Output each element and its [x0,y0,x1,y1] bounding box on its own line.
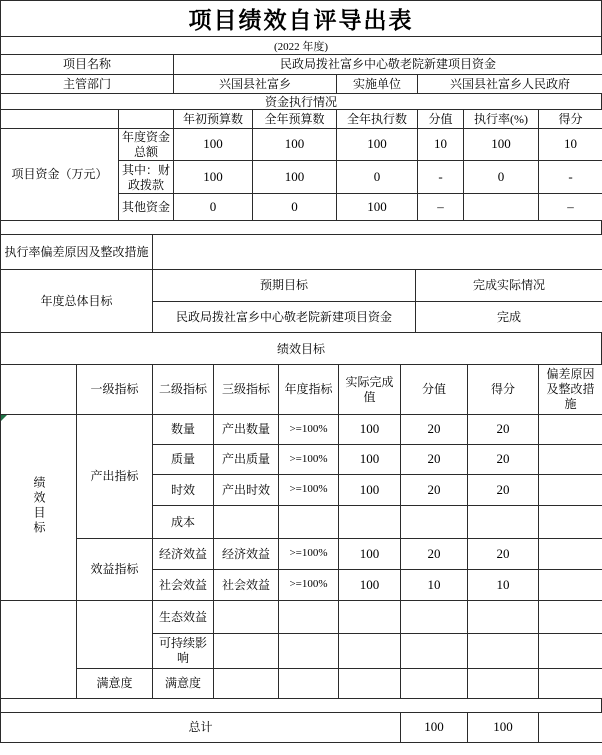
indicator-l3 [214,634,279,669]
indicator-l3 [214,506,279,539]
fund-cell: 100 [253,161,337,194]
indicator-target: >=100% [279,445,339,475]
indicator-l2: 满意度 [153,669,214,699]
annual-goal-label: 年度总体目标 [1,270,153,333]
fund-header-executed: 全年执行数 [337,110,418,129]
indicator-actual: 100 [339,570,401,601]
fund-cell: 0 [337,161,418,194]
indicator-score: 20 [468,475,539,506]
project-name-label: 项目名称 [1,55,174,75]
fund-cell: – [418,194,464,221]
indicator-weight: 20 [401,475,468,506]
indicator-score: 20 [468,415,539,445]
indicator-l3: 社会效益 [214,570,279,601]
fund-section-banner: 资金执行情况 [0,93,602,110]
deviation-table [0,234,602,270]
fund-cell: 0 [464,161,539,194]
performance-banner: 绩效目标 [0,332,602,365]
dept-value: 兴国县社富乡 [174,75,337,94]
header-annual-target: 年度指标 [279,365,339,415]
expected-goal-value: 民政局拨社富乡中心敬老院新建项目资金 [153,302,416,333]
fund-cell: 100 [253,129,337,161]
indicator-score: 10 [468,570,539,601]
fund-cell: 0 [174,194,253,221]
indicator-l2: 成本 [153,506,214,539]
performance-corner-cell [1,365,77,415]
indicator-l2: 经济效益 [153,539,214,570]
fund-row-total [1,129,602,161]
fund-cell [464,194,539,221]
performance-side-label: 绩效目标 [32,475,46,536]
indicator-actual: 100 [339,415,401,445]
header-deviation: 偏差原因及整改措施 [539,365,602,415]
indicator-target: >=100% [279,415,339,445]
header-level3: 三级指标 [214,365,279,415]
fund-row-label: 其他资金 [119,194,174,221]
indicator-l2: 生态效益 [153,601,214,634]
group-output-label: 产出指标 [77,415,153,539]
fund-cell: 100 [337,129,418,161]
performance-header-row [1,365,602,415]
actual-status-value: 完成 [416,302,602,333]
fund-table [0,109,602,221]
indicator-deviation [539,570,602,601]
indicator-actual: 100 [339,475,401,506]
fund-corner-cell-1 [1,110,119,129]
fund-corner-cell-2 [119,110,174,129]
indicator-score [468,634,539,669]
indicator-actual [339,669,401,699]
performance-side-label-cell [1,415,77,601]
project-info-table [0,54,602,94]
indicator-l3: 产出数量 [214,415,279,445]
page-title: 项目绩效自评导出表 [0,0,602,37]
indicator-target: >=100% [279,475,339,506]
dept-label: 主管部门 [1,75,174,94]
deviation-value [153,235,602,270]
annual-goal-table [0,269,602,333]
indicator-l2: 数量 [153,415,214,445]
indicator-weight: 20 [401,539,468,570]
indicator-row [1,669,602,699]
group-empty-label [77,601,153,669]
actual-status-header: 完成实际情况 [416,270,602,302]
indicator-deviation [539,539,602,570]
impl-unit-label: 实施单位 [337,75,418,94]
performance-table [0,364,602,699]
indicator-deviation [539,415,602,445]
indicator-deviation [539,506,602,539]
impl-unit-value: 兴国县社富乡人民政府 [418,75,602,94]
header-weight: 分值 [401,365,468,415]
total-weight: 100 [401,713,468,743]
indicator-actual: 100 [339,445,401,475]
indicator-actual [339,634,401,669]
indicator-deviation [539,601,602,634]
indicator-target: >=100% [279,539,339,570]
fund-row-label: 其中：财政拨款 [119,161,174,194]
indicator-deviation [539,475,602,506]
indicator-target [279,601,339,634]
indicator-l3 [214,601,279,634]
indicator-weight [401,506,468,539]
group-satisfaction-label: 满意度 [77,669,153,699]
fund-header-weight: 分值 [418,110,464,129]
fund-row-label: 年度资金总额 [119,129,174,161]
spacer-row [0,698,602,713]
indicator-l3: 经济效益 [214,539,279,570]
indicator-target [279,506,339,539]
total-deviation [539,713,602,743]
deviation-label: 执行率偏差原因及整改措施 [1,235,153,270]
indicator-l2: 可持续影响 [153,634,214,669]
fund-cell: 10 [539,129,602,161]
fund-cell: 100 [174,161,253,194]
group-benefit-label: 效益指标 [77,539,153,601]
indicator-weight [401,601,468,634]
fund-header-annual-budget: 全年预算数 [253,110,337,129]
header-level1: 一级指标 [77,365,153,415]
indicator-row [1,539,602,570]
header-score: 得分 [468,365,539,415]
indicator-row [1,601,602,634]
fund-cell: – [539,194,602,221]
fund-header-exec-rate: 执行率(%) [464,110,539,129]
spacer-row [0,220,602,235]
indicator-target [279,669,339,699]
indicator-score [468,506,539,539]
fund-header-initial-budget: 年初预算数 [174,110,253,129]
indicator-deviation [539,634,602,669]
fund-cell: - [539,161,602,194]
total-label: 总计 [1,713,401,743]
project-name-value: 民政局拨社富乡中心敬老院新建项目资金 [174,55,602,75]
indicator-row [1,415,602,445]
indicator-actual [339,506,401,539]
fund-group-label: 项目资金（万元） [1,129,119,221]
indicator-target [279,634,339,669]
indicator-score [468,601,539,634]
indicator-weight: 20 [401,445,468,475]
indicator-l3: 产出时效 [214,475,279,506]
fund-cell: 100 [174,129,253,161]
indicator-l2: 时效 [153,475,214,506]
expected-goal-header: 预期目标 [153,270,416,302]
total-table [0,712,602,743]
indicator-l2: 质量 [153,445,214,475]
fund-cell: 10 [418,129,464,161]
indicator-l3 [214,669,279,699]
fund-cell: 100 [464,129,539,161]
indicator-deviation [539,445,602,475]
indicator-score: 20 [468,539,539,570]
performance-side-empty-cell [1,601,77,699]
cell-error-marker-icon [1,415,7,421]
fund-cell: - [418,161,464,194]
fund-cell: 100 [337,194,418,221]
indicator-weight [401,634,468,669]
header-actual-value: 实际完成值 [339,365,401,415]
indicator-actual: 100 [339,539,401,570]
indicator-score [468,669,539,699]
indicator-deviation [539,669,602,699]
header-level2: 二级指标 [153,365,214,415]
fund-header-row [1,110,602,129]
indicator-weight: 20 [401,415,468,445]
indicator-target: >=100% [279,570,339,601]
fund-cell: 0 [253,194,337,221]
indicator-score: 20 [468,445,539,475]
indicator-weight: 10 [401,570,468,601]
indicator-l3: 产出质量 [214,445,279,475]
indicator-actual [339,601,401,634]
year-line: (2022 年度) [0,36,602,55]
fund-header-score: 得分 [539,110,602,129]
indicator-l2: 社会效益 [153,570,214,601]
total-score: 100 [468,713,539,743]
indicator-weight [401,669,468,699]
